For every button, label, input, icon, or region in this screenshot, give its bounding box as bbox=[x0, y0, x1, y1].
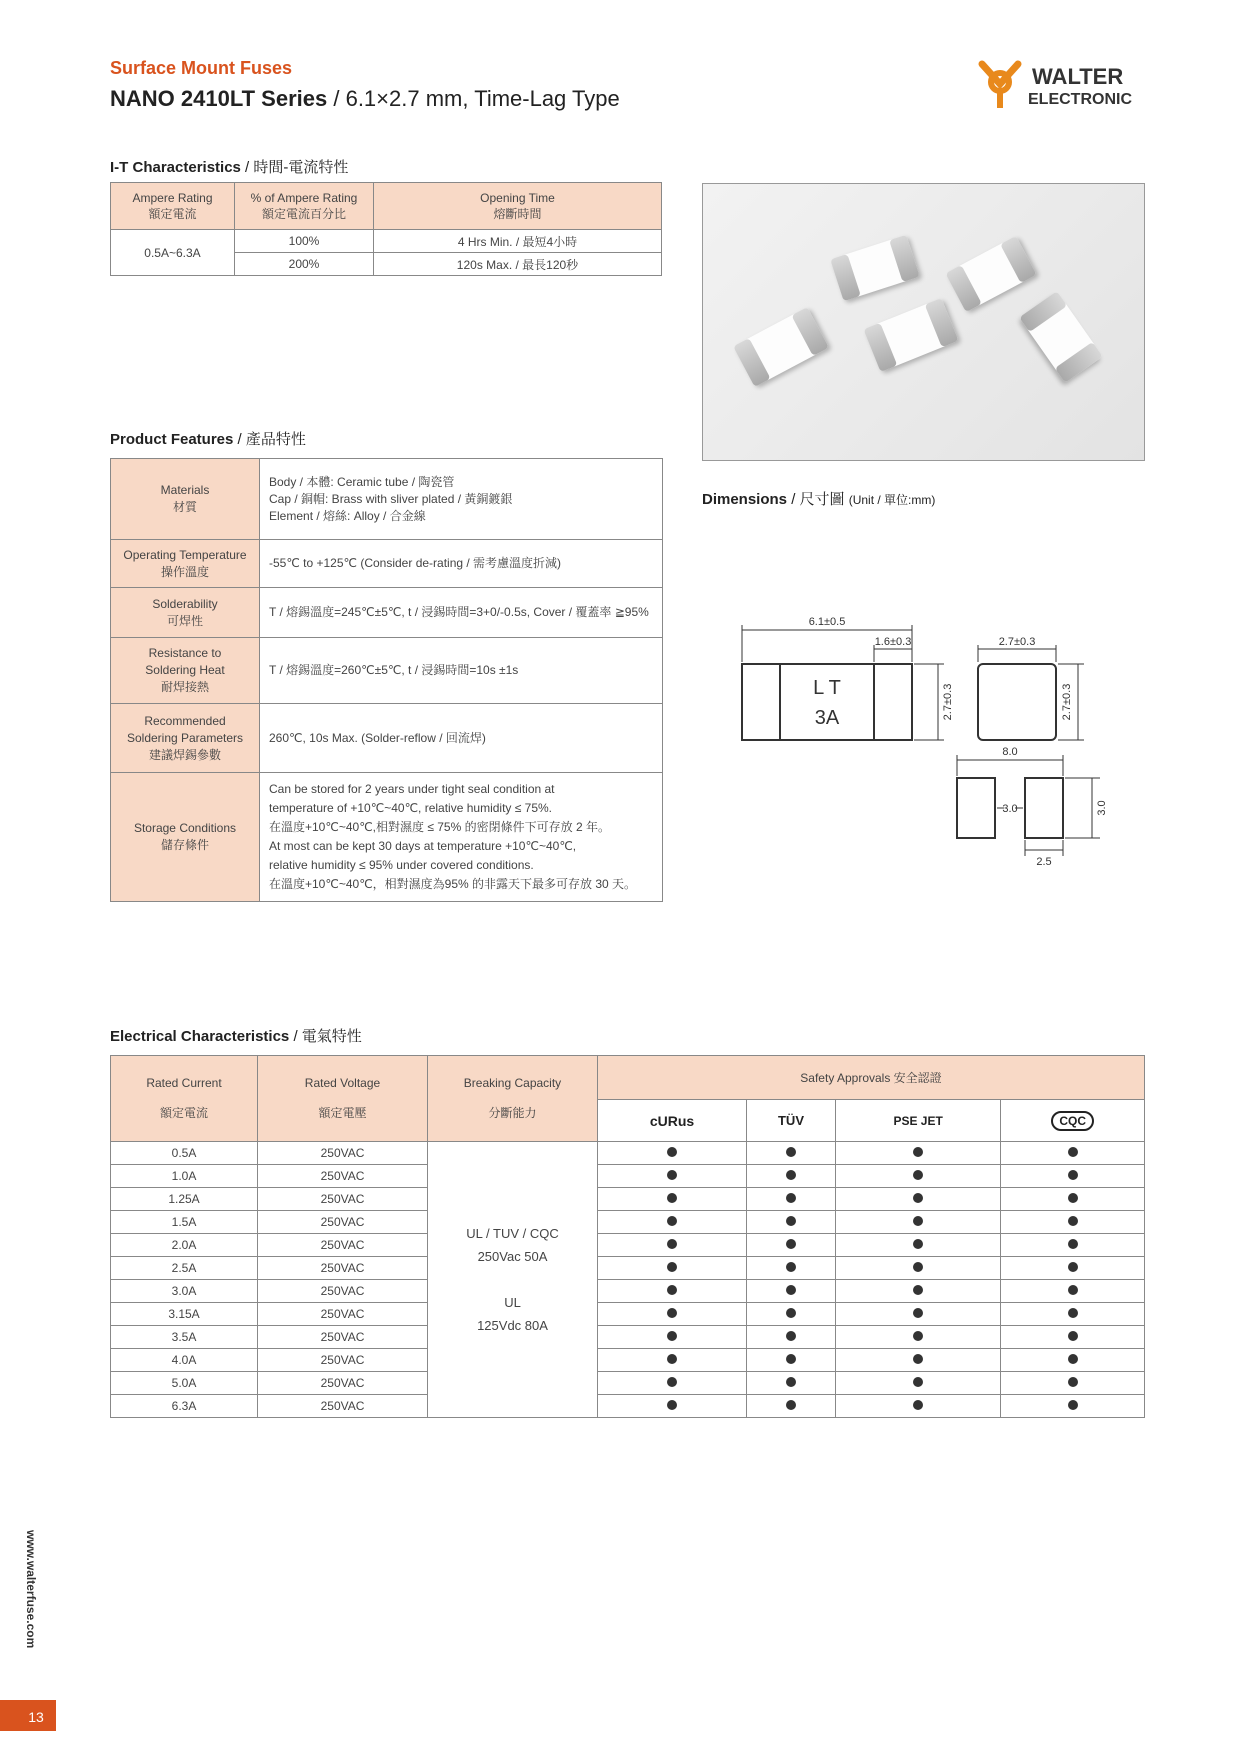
approval-dot bbox=[913, 1285, 923, 1295]
features-table bbox=[110, 458, 663, 902]
cul-us-icon: cURus bbox=[598, 1100, 747, 1142]
rated-current-cell: 1.5A bbox=[111, 1211, 258, 1234]
approval-dot bbox=[786, 1147, 796, 1157]
approval-dot bbox=[667, 1239, 677, 1249]
rated-current-cell: 2.5A bbox=[111, 1257, 258, 1280]
electrical-table bbox=[110, 1055, 1145, 1418]
it-rating-cell: 0.5A~6.3A bbox=[111, 230, 235, 276]
series-name: NANO 2410LT Series bbox=[110, 86, 328, 111]
features-section-title: Product Features / 產品特性 bbox=[110, 431, 306, 448]
approval-dot bbox=[1068, 1262, 1078, 1272]
breaking-capacity-cell: UL / TUV / CQC 250Vac 50A UL 125Vdc 80A bbox=[428, 1142, 598, 1418]
dim-pad-h: 3.0 bbox=[1096, 800, 1108, 816]
approval-dot bbox=[786, 1331, 796, 1341]
rated-current-cell: 3.5A bbox=[111, 1326, 258, 1349]
col-breaking-capacity: Breaking Capacity 分斷能力 bbox=[428, 1056, 598, 1142]
it-table bbox=[110, 182, 662, 276]
approval-dot bbox=[1068, 1400, 1078, 1410]
rated-voltage-cell: 250VAC bbox=[258, 1188, 428, 1211]
fuse-marking-lt: L T bbox=[813, 677, 841, 699]
approval-dot bbox=[786, 1170, 796, 1180]
approval-dot bbox=[913, 1331, 923, 1341]
it-section-title: I-T Characteristics / 時間-電流特性 bbox=[110, 159, 349, 176]
pse-jet-icon: PSE JET bbox=[835, 1100, 1001, 1142]
feature-value: -55℃ to +125℃ (Consider de-rating / 需考慮溫度折減) bbox=[260, 540, 663, 588]
feature-label: Storage Conditions 儲存條件 bbox=[111, 773, 260, 902]
feature-value: T / 熔錫溫度=245℃±5℃, t / 浸錫時間=3+0/-0.5s, Cover / 覆蓋率 ≧95% bbox=[260, 588, 663, 638]
dim-width: 2.7±0.3 bbox=[998, 636, 1036, 648]
fuse-marking-rating: 3A bbox=[814, 707, 840, 729]
approval-dot bbox=[913, 1216, 923, 1226]
rated-voltage-cell: 250VAC bbox=[258, 1234, 428, 1257]
rated-current-cell: 5.0A bbox=[111, 1372, 258, 1395]
rated-current-cell: 3.0A bbox=[111, 1280, 258, 1303]
dim-cap-length: 1.6±0.3 bbox=[874, 636, 912, 648]
rated-current-cell: 3.15A bbox=[111, 1303, 258, 1326]
approval-dot bbox=[786, 1262, 796, 1272]
feature-value: 260℃, 10s Max. (Solder-reflow / 回流焊) bbox=[260, 704, 663, 773]
dim-length: 6.1±0.5 bbox=[808, 616, 846, 628]
dim-pad-w: 2.5 bbox=[1036, 856, 1052, 868]
approval-dot bbox=[1068, 1331, 1078, 1341]
approval-dot bbox=[913, 1308, 923, 1318]
approval-dot bbox=[667, 1308, 677, 1318]
rated-voltage-cell: 250VAC bbox=[258, 1303, 428, 1326]
brand-sub: ELECTRONIC bbox=[1028, 91, 1132, 108]
approval-dot bbox=[1068, 1216, 1078, 1226]
rated-voltage-cell: 250VAC bbox=[258, 1372, 428, 1395]
approval-dot bbox=[667, 1147, 677, 1157]
feature-label: Operating Temperature 操作溫度 bbox=[111, 540, 260, 588]
approval-dot bbox=[913, 1262, 923, 1272]
it-pct-cell: 200% bbox=[235, 253, 374, 276]
rated-voltage-cell: 250VAC bbox=[258, 1165, 428, 1188]
approval-dot bbox=[667, 1354, 677, 1364]
page-number: 13 bbox=[0, 1700, 56, 1731]
approval-dot bbox=[786, 1285, 796, 1295]
it-time-cell: 4 Hrs Min. / 最短4小時 bbox=[374, 230, 662, 253]
feature-value: Body / 本體: Ceramic tube / 陶瓷管 Cap / 銅帽: Brass with sliver plated / 黃銅鍍銀 Element / 熔絲: Alloy / 合金線 bbox=[260, 459, 663, 540]
approval-dot bbox=[786, 1354, 796, 1364]
col-safety-approvals: Safety Approvals 安全認證 bbox=[598, 1056, 1145, 1100]
cqc-icon: CQC bbox=[1001, 1100, 1145, 1142]
approval-dot bbox=[913, 1170, 923, 1180]
it-col-time: Opening Time 熔斷時間 bbox=[374, 183, 662, 230]
col-rated-current: Rated Current 額定電流 bbox=[111, 1056, 258, 1142]
it-col-pct: % of Ampere Rating 額定電流百分比 bbox=[235, 183, 374, 230]
approval-dot bbox=[1068, 1377, 1078, 1387]
feature-label: Materials 材質 bbox=[111, 459, 260, 540]
approval-dot bbox=[913, 1354, 923, 1364]
approval-dot bbox=[786, 1216, 796, 1226]
rated-voltage-cell: 250VAC bbox=[258, 1349, 428, 1372]
dimension-drawing bbox=[720, 600, 1150, 870]
feature-label: Recommended Soldering Parameters 建議焊錫參數 bbox=[111, 704, 260, 773]
rated-current-cell: 1.25A bbox=[111, 1188, 258, 1211]
approval-dot bbox=[667, 1285, 677, 1295]
approval-dot bbox=[667, 1170, 677, 1180]
col-rated-voltage: Rated Voltage 額定電壓 bbox=[258, 1056, 428, 1142]
feature-value: Can be stored for 2 years under tight seal condition at temperature of +10℃~40℃, relative humidity ≤ 75%. 在溫度+10℃~40℃,相對濕度 ≤ 75% 的密閉條件下可存放 2 年。 At most can be kept 30 days at temperature +10℃~40℃, relative humidity ≤ 95% under covered conditions. 在溫度+10℃~40℃，相對濕度為95% 的非露天下最多可存放 30 天。 bbox=[260, 773, 663, 902]
approval-dot bbox=[1068, 1193, 1078, 1203]
product-photo bbox=[702, 183, 1145, 461]
approval-dot bbox=[913, 1400, 923, 1410]
rated-voltage-cell: 250VAC bbox=[258, 1257, 428, 1280]
rated-voltage-cell: 250VAC bbox=[258, 1280, 428, 1303]
rated-voltage-cell: 250VAC bbox=[258, 1326, 428, 1349]
approval-dot bbox=[1068, 1285, 1078, 1295]
dim-height2: 2.7±0.3 bbox=[1061, 683, 1073, 721]
approval-dot bbox=[1068, 1354, 1078, 1364]
approval-dot bbox=[786, 1193, 796, 1203]
approval-dot bbox=[786, 1239, 796, 1249]
approval-dot bbox=[667, 1400, 677, 1410]
feature-label: Resistance to Soldering Heat 耐焊接熱 bbox=[111, 638, 260, 704]
dim-height: 2.7±0.3 bbox=[942, 683, 954, 721]
approval-dot bbox=[786, 1308, 796, 1318]
feature-label: Solderability 可焊性 bbox=[111, 588, 260, 638]
page-title bbox=[110, 86, 620, 112]
rated-voltage-cell: 250VAC bbox=[258, 1142, 428, 1165]
approval-dot bbox=[913, 1377, 923, 1387]
electrical-section-title: Electrical Characteristics / 電氣特性 bbox=[110, 1028, 362, 1045]
approval-dot bbox=[1068, 1147, 1078, 1157]
website-link[interactable]: www.walterfuse.com bbox=[24, 1530, 38, 1649]
approval-dot bbox=[913, 1239, 923, 1249]
category-label: Surface Mount Fuses bbox=[110, 58, 293, 78]
rated-current-cell: 0.5A bbox=[111, 1142, 258, 1165]
rated-current-cell: 1.0A bbox=[111, 1165, 258, 1188]
brand-name: WALTER bbox=[1032, 64, 1124, 89]
feature-value: T / 熔錫溫度=260℃±5℃, t / 浸錫時間=10s ±1s bbox=[260, 638, 663, 704]
approval-dot bbox=[786, 1400, 796, 1410]
rated-current-cell: 4.0A bbox=[111, 1349, 258, 1372]
approval-dot bbox=[1068, 1170, 1078, 1180]
dim-pad-total: 8.0 bbox=[1002, 746, 1018, 758]
approval-dot bbox=[913, 1193, 923, 1203]
it-pct-cell: 100% bbox=[235, 230, 374, 253]
approval-dot bbox=[667, 1193, 677, 1203]
approval-dot bbox=[667, 1331, 677, 1341]
approval-dot bbox=[1068, 1239, 1078, 1249]
dim-pad-gap: 3.0 bbox=[1002, 803, 1018, 815]
it-time-cell: 120s Max. / 最長120秒 bbox=[374, 253, 662, 276]
rated-voltage-cell: 250VAC bbox=[258, 1395, 428, 1418]
walter-logo-icon bbox=[978, 58, 1026, 110]
approval-dot bbox=[786, 1377, 796, 1387]
approval-dot bbox=[913, 1147, 923, 1157]
approval-dot bbox=[667, 1216, 677, 1226]
tuv-icon: TÜV bbox=[747, 1100, 836, 1142]
rated-voltage-cell: 250VAC bbox=[258, 1211, 428, 1234]
approval-dot bbox=[1068, 1308, 1078, 1318]
rated-current-cell: 6.3A bbox=[111, 1395, 258, 1418]
approval-dot bbox=[667, 1377, 677, 1387]
series-subtitle: / 6.1×2.7 mm, Time-Lag Type bbox=[327, 86, 620, 111]
it-col-rating: Ampere Rating 額定電流 bbox=[111, 183, 235, 230]
dimensions-section-title: Dimensions / 尺寸圖 (Unit / 單位:mm) bbox=[702, 491, 936, 508]
approval-dot bbox=[667, 1262, 677, 1272]
rated-current-cell: 2.0A bbox=[111, 1234, 258, 1257]
